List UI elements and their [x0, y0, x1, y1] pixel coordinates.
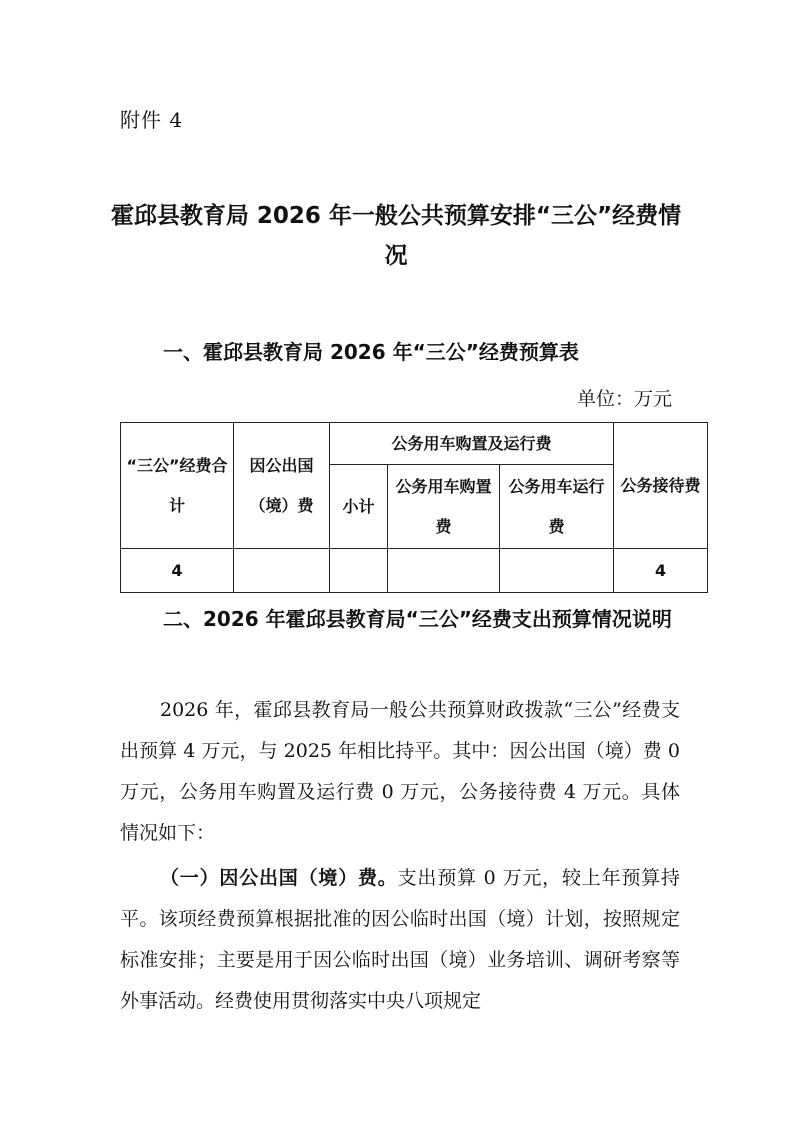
attachment-label: 附件 4: [120, 108, 184, 132]
cell-reception: 4: [614, 549, 708, 593]
header-vehicle-group: 公务用车购置及运行费: [330, 423, 614, 465]
paragraph-summary: 2026 年，霍邱县教育局一般公共预算财政拨款“三公”经费支出预算 4 万元，与 2025 年相比持平。其中：因公出国（境）费 0 万元，公务用车购置及运行费 0 万元，公务接待费 4 万元。具体情况如下：: [120, 699, 680, 844]
header-vehicle-purchase: 公务用车购置费: [388, 465, 500, 549]
section2-heading: 二、2026 年霍邱县教育局“三公”经费支出预算情况说明: [163, 607, 672, 631]
cell-vehicle-operation: [500, 549, 614, 593]
paragraph-abroad-lead: （一）因公出国（境）费。: [160, 867, 398, 889]
header-abroad: 因公出国（境）费: [234, 423, 330, 549]
cell-abroad: [234, 549, 330, 593]
header-vehicle-subtotal: 小计: [330, 465, 388, 549]
budget-table: [120, 422, 708, 593]
paragraph-abroad: [120, 858, 680, 1022]
document-title: 霍邱县教育局 2026 年一般公共预算安排“三公”经费情况: [110, 203, 682, 269]
cell-vehicle-subtotal: [330, 549, 388, 593]
header-reception: 公务接待费: [614, 423, 708, 549]
section1-heading: 一、霍邱县教育局 2026 年“三公”经费预算表: [163, 340, 579, 364]
unit-label: 单位：万元: [576, 388, 672, 410]
paragraph-abroad-body: 支出预算 0 万元，较上年预算持平。该项经费预算根据批准的因公临时出国（境）计划，按照规定标准安排；主要是用于因公临时出国（境）业务培训、调研考察等外事活动。经费使用贯彻落实中央八项规定: [120, 867, 680, 1012]
cell-total: 4: [121, 549, 234, 593]
cell-vehicle-purchase: [388, 549, 500, 593]
header-vehicle-operation: 公务用车运行费: [500, 465, 614, 549]
header-total: “三公”经费合计: [121, 423, 234, 549]
